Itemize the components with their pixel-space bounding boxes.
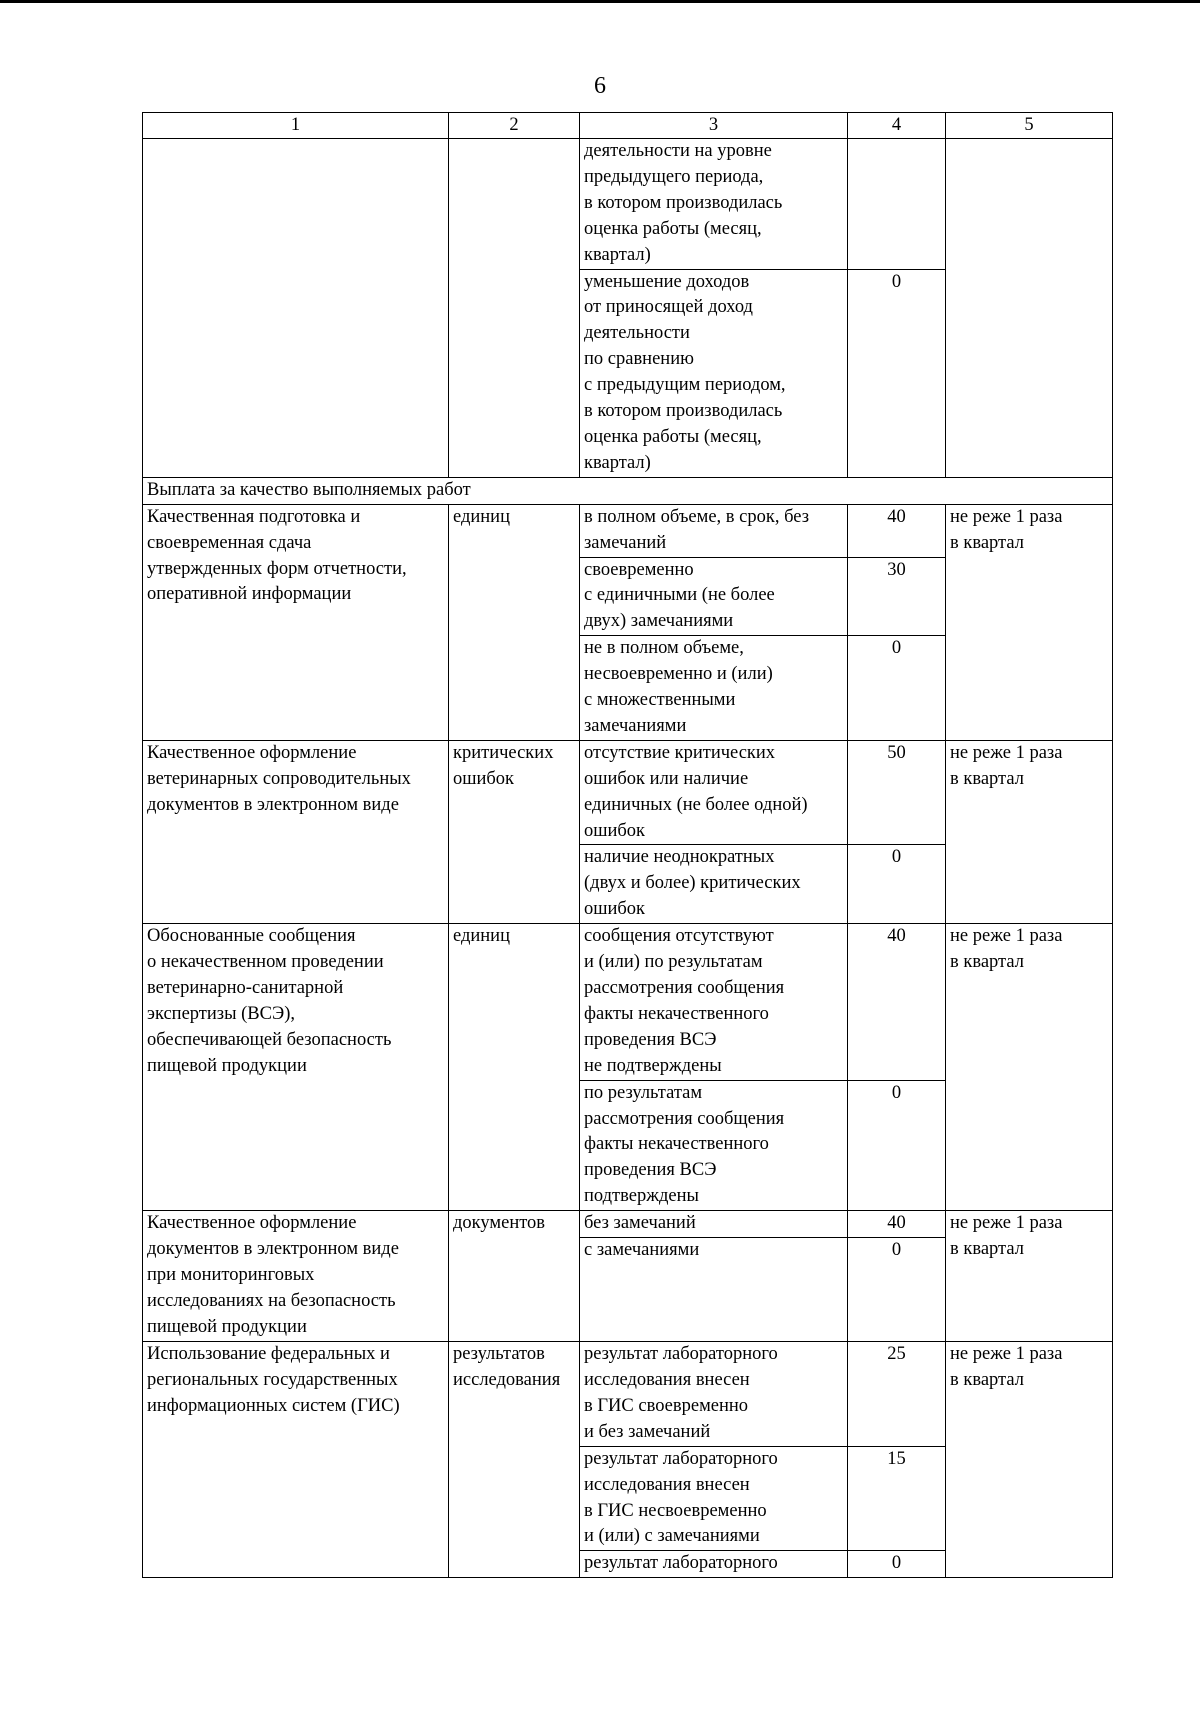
column-number: 2 <box>449 113 580 139</box>
criterion-cell: без замечаний <box>580 1211 848 1238</box>
points-cell: 0 <box>848 845 946 924</box>
periodicity-cell: не реже 1 раза в квартал <box>946 504 1113 740</box>
unit-cell: критических ошибок <box>449 740 580 923</box>
unit-cell: единиц <box>449 504 580 740</box>
indicator-name-cell: Использование федеральных и региональных государственных информационных систем (ГИС) <box>143 1342 449 1578</box>
column-number: 4 <box>848 113 946 139</box>
criterion-cell: наличие неоднократных (двух и более) критических ошибок <box>580 845 848 924</box>
criterion-cell: результат лабораторного исследования внесен в ГИС несвоевременно и (или) с замечаниями <box>580 1446 848 1551</box>
criterion-cell: результат лабораторного исследования внесен в ГИС своевременно и без замечаний <box>580 1342 848 1447</box>
criterion-cell: результат лабораторного <box>580 1551 848 1578</box>
column-number: 1 <box>143 113 449 139</box>
points-cell: 40 <box>848 1211 946 1238</box>
indicator-name-cell: Качественное оформление документов в электронном виде при мониторинговых исследованиях на безопасность пищевой продукции <box>143 1211 449 1342</box>
points-cell: 40 <box>848 504 946 557</box>
points-cell: 0 <box>848 1238 946 1342</box>
points-cell: 25 <box>848 1342 946 1447</box>
unit-cell <box>449 139 580 478</box>
indicator-name-cell <box>143 139 449 478</box>
top-rule <box>0 0 1200 3</box>
table-row <box>143 740 1113 845</box>
criterion-cell: своевременно с единичными (не более двух) замечаниями <box>580 557 848 636</box>
criterion-cell: не в полном объеме, несвоевременно и (или) с множественными замечаниями <box>580 636 848 741</box>
indicator-name-cell: Качественная подготовка и своевременная сдача утвержденных форм отчетности, оперативной информации <box>143 504 449 740</box>
indicator-name-cell: Обоснованные сообщения о некачественном проведении ветеринарно-санитарной экспертизы (ВСЭ), обеспечивающей безопасность пищевой продукции <box>143 924 449 1211</box>
criterion-cell: в полном объеме, в срок, без замечаний <box>580 504 848 557</box>
criterion-cell: сообщения отсутствуют и (или) по результатам рассмотрения сообщения факты некачественного проведения ВСЭ не подтверждены <box>580 924 848 1080</box>
points-cell: 30 <box>848 557 946 636</box>
column-number: 5 <box>946 113 1113 139</box>
criterion-cell: уменьшение доходов от приносящей доход деятельности по сравнению с предыдущим периодом, в котором производилась оценка работы (месяц, квартал) <box>580 269 848 477</box>
points-cell: 0 <box>848 636 946 741</box>
indicators-table <box>142 112 1113 1578</box>
periodicity-cell: не реже 1 раза в квартал <box>946 1211 1113 1342</box>
criterion-cell: с замечаниями <box>580 1238 848 1342</box>
criterion-cell: отсутствие критических ошибок или наличие единичных (не более одной) ошибок <box>580 740 848 845</box>
unit-cell: единиц <box>449 924 580 1211</box>
periodicity-cell: не реже 1 раза в квартал <box>946 924 1113 1211</box>
points-cell: 50 <box>848 740 946 845</box>
points-cell: 40 <box>848 924 946 1080</box>
criterion-cell: деятельности на уровне предыдущего периода, в котором производилась оценка работы (месяц, квартал) <box>580 139 848 270</box>
column-number: 3 <box>580 113 848 139</box>
points-cell: 0 <box>848 269 946 477</box>
points-cell <box>848 139 946 270</box>
section-row <box>143 477 1113 504</box>
points-cell: 0 <box>848 1080 946 1211</box>
periodicity-cell: не реже 1 раза в квартал <box>946 740 1113 923</box>
page-number: 6 <box>594 73 606 99</box>
unit-cell: документов <box>449 1211 580 1342</box>
table-row <box>143 504 1113 557</box>
points-cell: 0 <box>848 1551 946 1578</box>
indicator-name-cell: Качественное оформление ветеринарных сопроводительных документов в электронном виде <box>143 740 449 923</box>
table-row <box>143 1342 1113 1447</box>
periodicity-cell: не реже 1 раза в квартал <box>946 1342 1113 1578</box>
criterion-cell: по результатам рассмотрения сообщения факты некачественного проведения ВСЭ подтверждены <box>580 1080 848 1211</box>
table-row <box>143 139 1113 270</box>
table-row <box>143 1211 1113 1238</box>
periodicity-cell <box>946 139 1113 478</box>
section-title: Выплата за качество выполняемых работ <box>143 477 1113 504</box>
column-number-row <box>143 113 1113 139</box>
points-cell: 15 <box>848 1446 946 1551</box>
table-row <box>143 924 1113 1080</box>
unit-cell: результатов исследования <box>449 1342 580 1578</box>
